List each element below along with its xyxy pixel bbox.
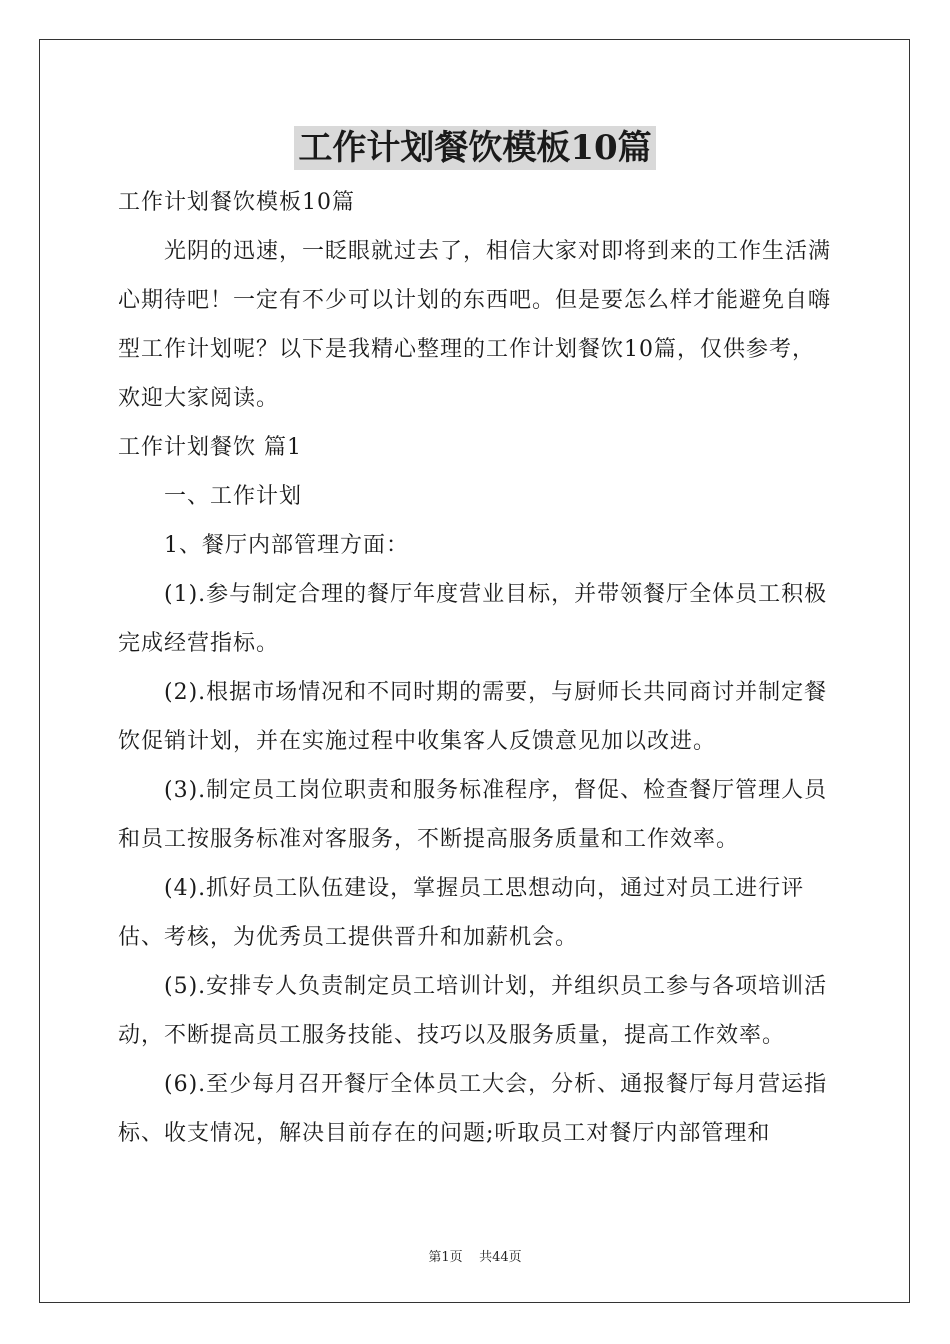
section-heading: 工作计划餐饮 篇1 [118, 435, 302, 460]
item-heading: 1、餐厅内部管理方面： [164, 533, 409, 558]
list-item: (6).至少每月召开餐厅全体员工大会，分析、通报餐厅每月营运指标、收支情况，解决目前存在的问题;听取员工对餐厅内部管理和 [118, 1072, 828, 1146]
list-item: (1).参与制定合理的餐厅年度营业目标，并带领餐厅全体员工积极完成经营指标。 [118, 582, 828, 656]
list-item: (5).安排专人负责制定员工培训计划，并组织员工参与各项培训活动，不断提高员工服务技能、技巧以及服务质量，提高工作效率。 [118, 974, 828, 1048]
subsection-heading: 一、工作计划 [164, 484, 303, 509]
list-item: (4).抓好员工队伍建设，掌握员工思想动向，通过对员工进行评估、考核，为优秀员工提供晋升和加薪机会。 [118, 876, 805, 950]
list-item: (3).制定员工岗位职责和服务标准程序，督促、检查餐厅管理人员和员工按服务标准对客服务，不断提高服务质量和工作效率。 [118, 778, 828, 852]
title-area [0, 126, 950, 170]
subtitle-line: 工作计划餐饮模板10篇 [118, 190, 355, 215]
page-number: 第1页 共44页 [428, 1250, 522, 1265]
list-item: (2).根据市场情况和不同时期的需要，与厨师长共同商讨并制定餐饮促销计划，并在实施过程中收集客人反馈意见加以改进。 [118, 680, 828, 754]
document-title: 工作计划餐饮模板10篇 [294, 126, 655, 170]
document-body [118, 178, 834, 1158]
page-footer [0, 1246, 950, 1265]
intro-paragraph: 光阴的迅速，一眨眼就过去了，相信大家对即将到来的工作生活满心期待吧！一定有不少可以计划的东西吧。但是要怎么样才能避免自嗨型工作计划呢？以下是我精心整理的工作计划餐饮10篇，仅供参考，欢迎大家阅读。 [118, 239, 832, 411]
